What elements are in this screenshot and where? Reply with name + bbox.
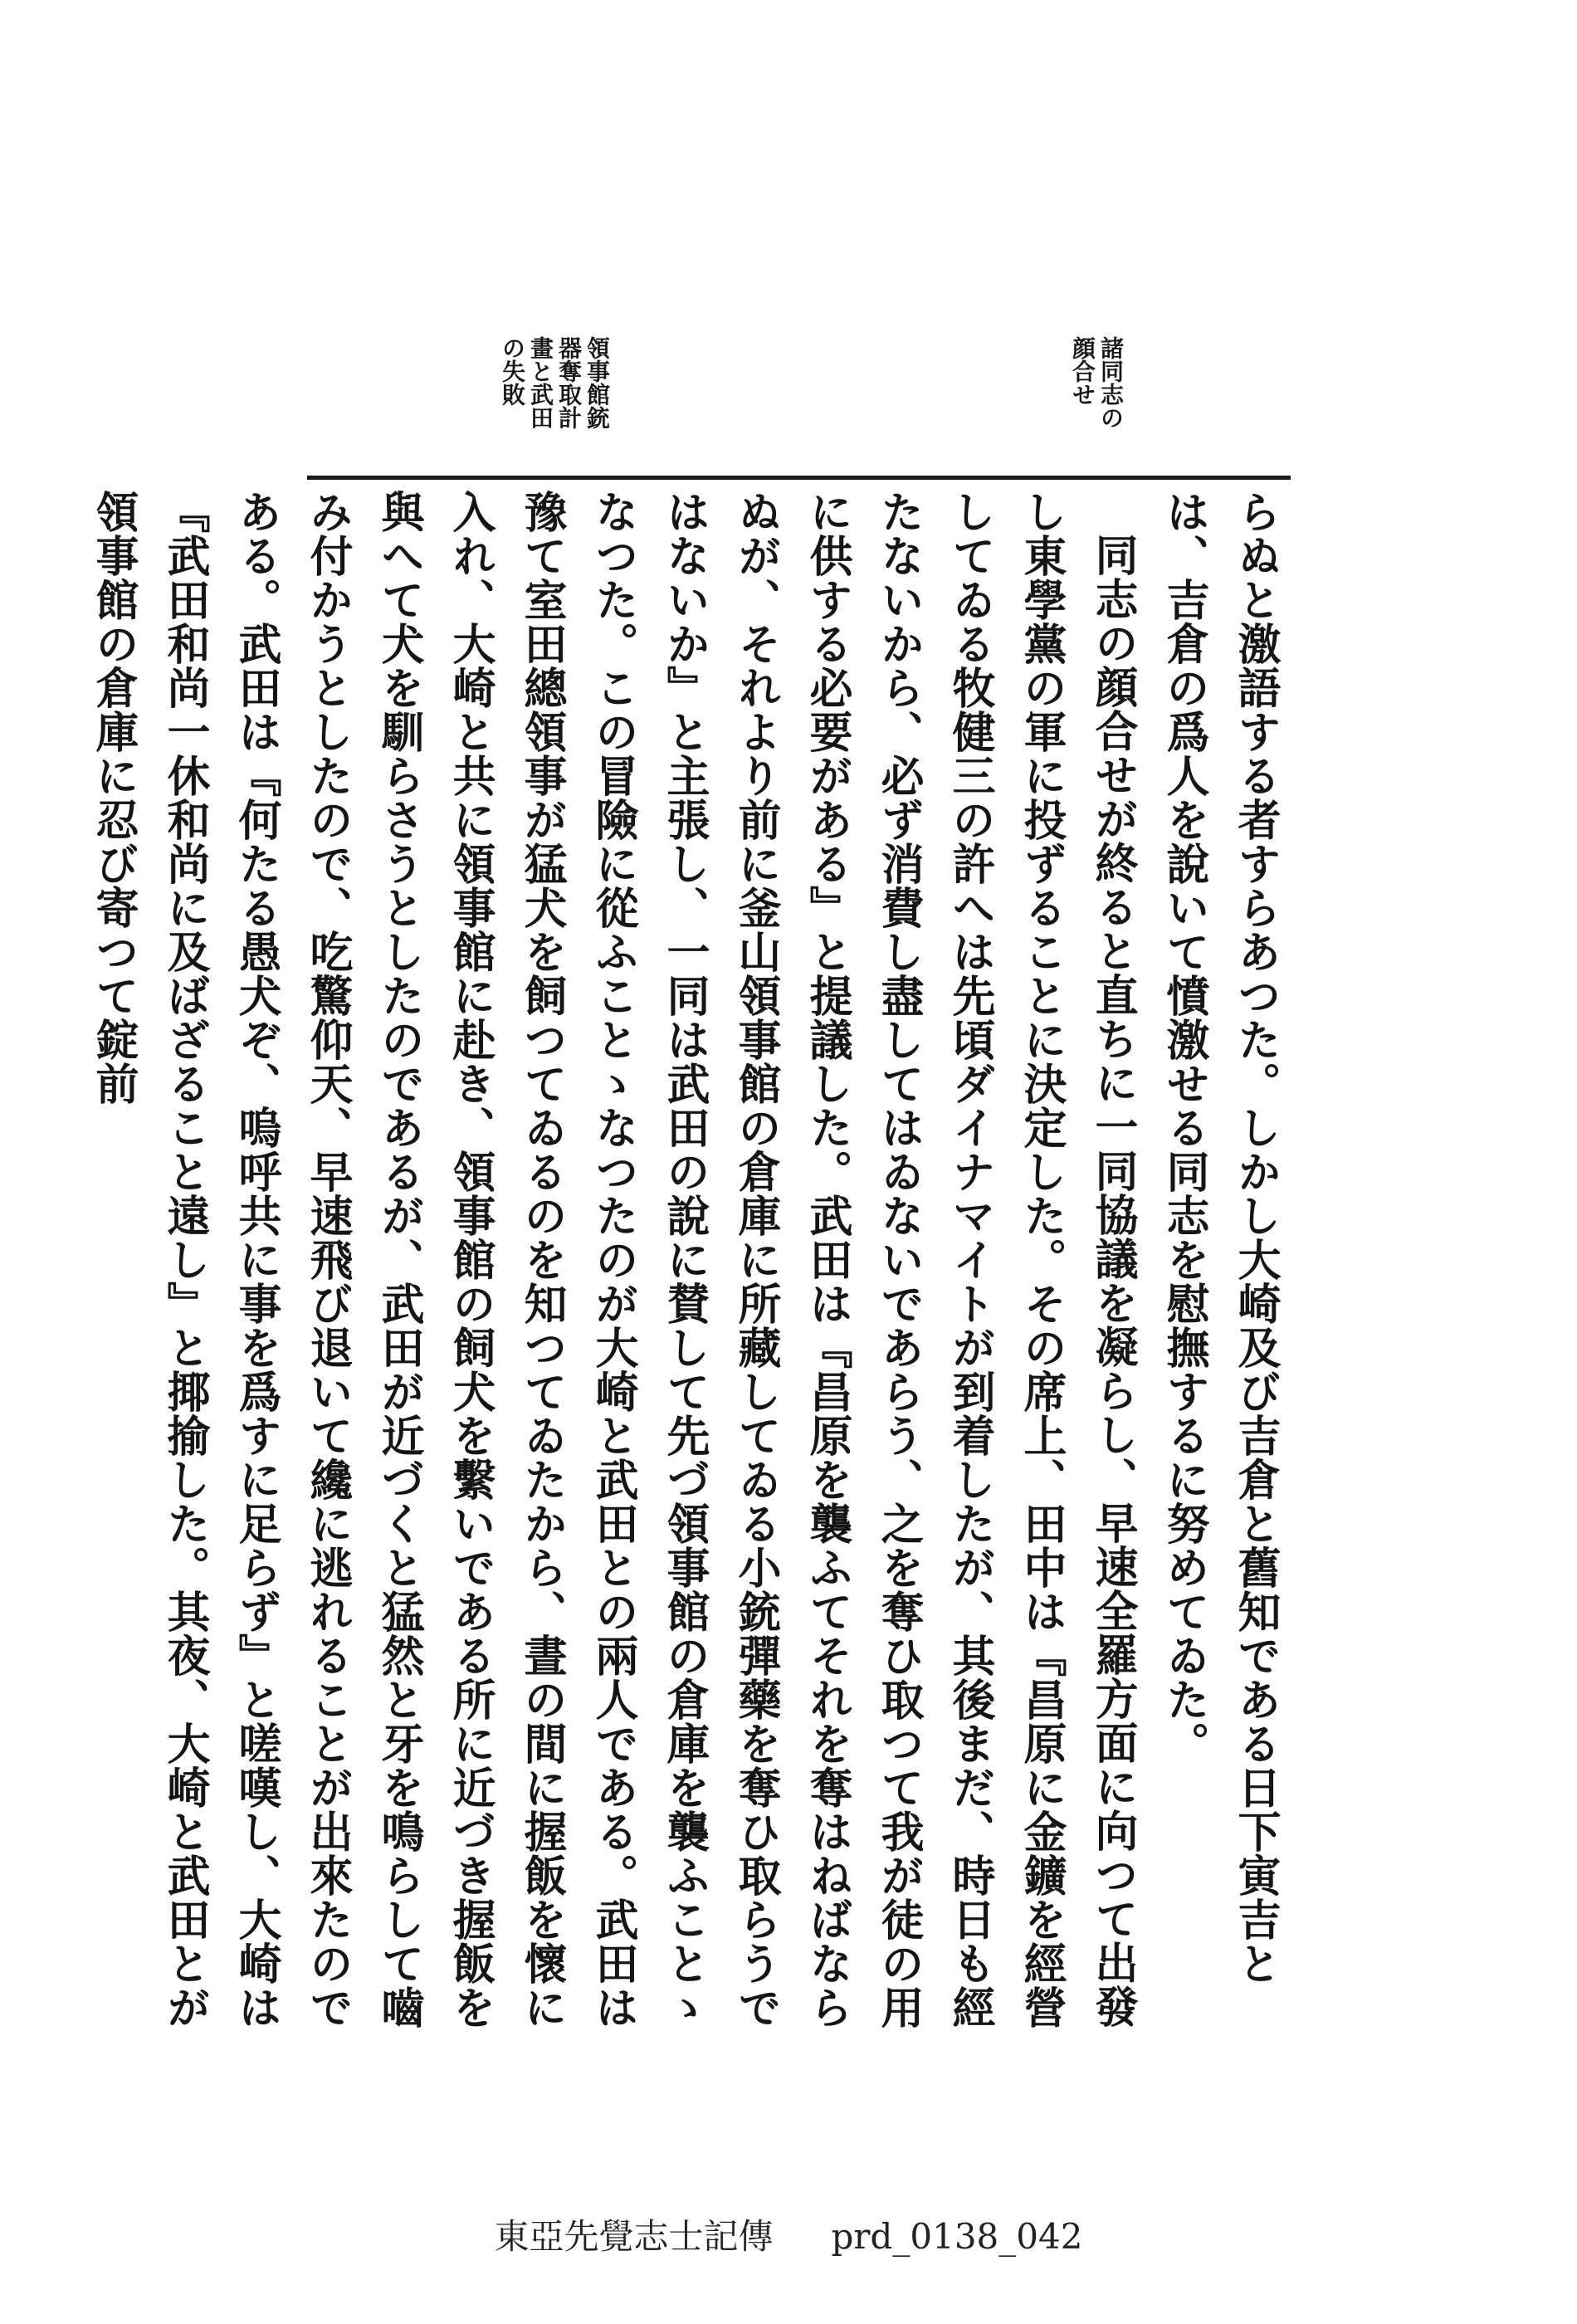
paragraph: 同志の顔合せが終ると直ちに一同協議を凝らし、早速全羅方面に向つて出發し東學黨の軍に投ずることに決定した。その席上、田中は『昌原に金鑛を經營してゐる牧健三の許へは先頃ダイナマイトが到着したが、其後まだ、時日も經たないから、必ず消費し盡してはゐないであらう、之を奪ひ取つて我が徒の用に供する必要がある』と提議した。武田は『昌原を襲ふてそれを奪はねばならぬが、それより前に釜山領事館の倉庫に所藏してゐる小銃彈藥を奪ひ取らうではないか』と主張し、一同は武田の說に賛して先づ領事館の倉庫を襲ふことゝなつた。この冒險に從ふことゝなつたのが大崎と武田との兩人である。武田は豫て室田總領事が猛犬を飼つてゐるのを知つてゐたから、晝の間に握飯を懷に入れ、大崎と共に領事館に赴き、領事館の飼犬を繫いである所に近づき握飯を與へて犬を馴らさうとしたのであるが、武田が近づくと猛然と牙を鳴らして嚙み付かうとしたので、吃驚仰天、早速飛び退いて纔に逃れることが出來たのである。武田は『何たる愚犬ぞ、嗚呼共に事を爲すに足らず』と嗟嘆し、大崎は『武田和尚一休和尚に及ばざること遠し』と揶揄した。其夜、大崎と武田とが領事館の倉庫に忍び寄つて錠前: [88, 490, 1138, 2029]
margin-note-comrades-meeting: 諸同志の 顔合せ: [1069, 336, 1125, 429]
book-title: 東亞先覺志士記傳: [494, 2216, 774, 2257]
body-text: [88, 490, 1291, 2050]
page-id: prd_0138_042: [831, 2216, 1083, 2257]
margin-note-consulate-plan: 領事館銃 器奪取計 畫と武田 の失敗: [499, 336, 611, 429]
header-rule: [307, 476, 1291, 480]
page-footer: [0, 2209, 1577, 2259]
paragraph: らぬと激語する者すらあつた。しかし大崎及び吉倉と舊知である日下寅吉とは、吉倉の爲人を說いて憤激せる同志を慰撫するに努めてゐた。: [1159, 490, 1281, 1985]
